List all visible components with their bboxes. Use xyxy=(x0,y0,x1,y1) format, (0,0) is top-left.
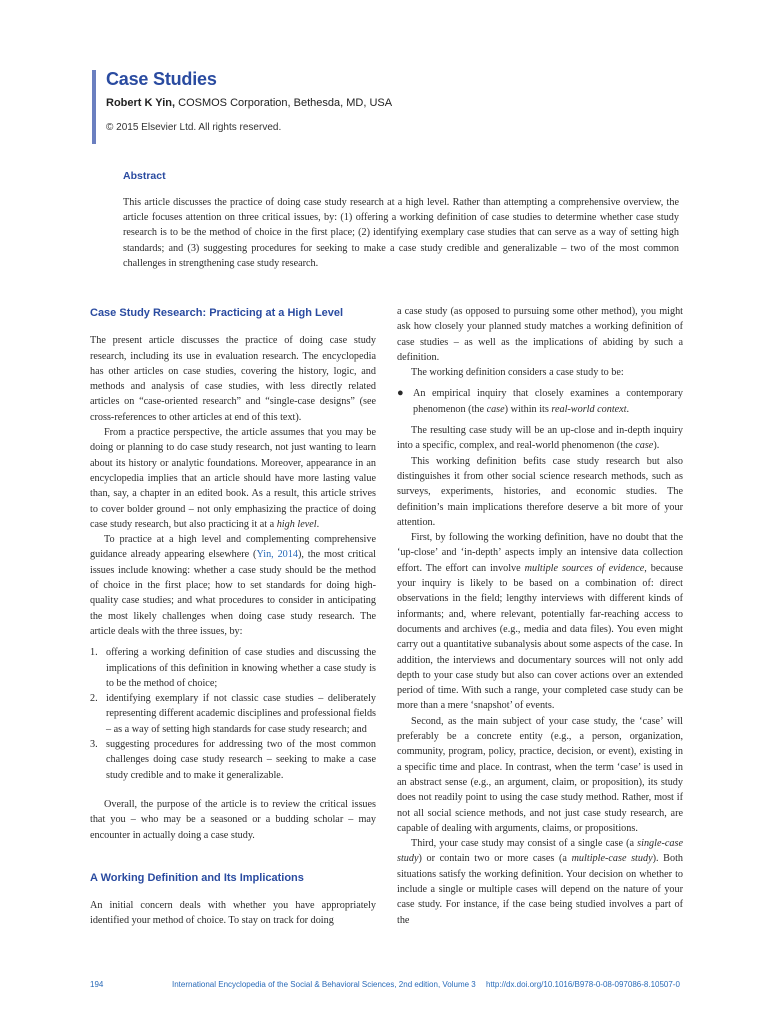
article-title: Case Studies xyxy=(106,69,217,89)
issues-list xyxy=(90,645,376,783)
paragraph: Third, your case study may consist of a single case (a single-case study) or contain two or more cases (a multiple-case study). Both situations satisfy the working definition. Your decision on whether to include a single or multiple cases will depend on the nature of your case study. For instance, if the case being studied involves a part of the xyxy=(397,838,683,926)
paragraph: From a practice perspective, the article assumes that you may be doing or planning to do case study research, not just wanting to learn about its history or analytic foundations. Moreover, appearance in an encyclopedia implies that an article should have more lasting value than, say, a chapter in an edited book. As a result, this article strives to cover bolder ground – not only emphasizing the practice of doing case study research, but also practicing it at a high level. xyxy=(90,427,376,530)
list-item: 1. offering a working definition of case studies and discussing the implications of this definition in knowing whether a case study is to be the method of choice; xyxy=(90,647,376,689)
list-item: 2. identifying exemplary if not classic case studies – deliberately representing different academic disciplines and professional fields – as a way of setting high standards for case study research; and xyxy=(90,693,376,735)
copyright-notice: © 2015 Elsevier Ltd. All rights reserved. xyxy=(106,122,282,133)
left-column xyxy=(90,304,376,929)
paragraph: This working definition befits case study research but also distinguishes it from other social science research methods, such as surveys, experiments, histories, and economic studies. The definition’s main implications therefore deserve a bit more of your attention. xyxy=(397,455,683,528)
list-item: ● An empirical inquiry that closely examines a contemporary phenomenon (the case) within its real-world context. xyxy=(397,387,683,415)
paragraph: The present article discusses the practice of doing case study research, including its use in evaluation research. The encyclopedia has other articles on case studies, covering the history, logic, and methods and analysis of case studies, with less directly related articles on “case-oriented research” and “single-case designs” (see cross-references to other articles at end of this text). xyxy=(90,335,376,423)
author-affiliation: COSMOS Corporation, Bethesda, MD, USA xyxy=(175,97,393,109)
paragraph: To practice at a high level and complementing comprehensive guidance already appearing elsewhere (Yin, 2014), the most critical issues include knowing: whether a case study should be the method of choice in the first place; how to set standards for doing high-quality case studies; and what procedures to consider in anticipating the most likely challenges when doing case study research. The article deals with the three issues, by: xyxy=(90,534,376,637)
title-accent-bar xyxy=(92,70,96,144)
citation-link-yin-2014[interactable]: Yin, 2014 xyxy=(256,549,298,561)
bullet-icon: ● xyxy=(397,387,404,400)
section-heading-working-definition: A Working Definition and Its Implications xyxy=(90,871,304,884)
paragraph: First, by following the working definition, have no doubt that the ‘up-close’ and ‘in-depth’ aspects imply an intensive data collection effort. The effort can involve multiple sources of evidence, because your inquiry is likely to be based on a combination of: direct observations in the field; lengthy interviews with different kinds of informants; and, where relevant, potentially far-reaching access to documents and archives (e.g., media and data files). You even might carry out a quantitative subanalysis about some aspects of the case. In addition, the interviews and documentary sources will not only add depth to your case study but also can cover actions over an extended period of time. With such a range, your completed case study can be more than a mere ‘snapshot’ of events. xyxy=(397,532,684,712)
list-item: 3. suggesting procedures for addressing two of the most common challenges doing case study research – seeking to make a case study credible and to make it generalizable. xyxy=(90,739,376,781)
author-name: Robert K Yin, xyxy=(106,97,176,109)
paragraph: The working definition considers a case study to be: xyxy=(411,367,624,379)
section-heading-practicing: Case Study Research: Practicing at a High Level xyxy=(90,307,344,319)
paragraph: a case study (as opposed to pursuing some other method), you might ask how closely your planned study matches a working definition of case studies – as well as the implications of abiding by such a definition. xyxy=(397,306,683,363)
paragraph: An initial concern deals with whether you have appropriately identified your method of choice. To stay on track for doing xyxy=(90,900,376,927)
author-line xyxy=(106,97,392,109)
page-number: 194 xyxy=(90,980,104,989)
paragraph: Second, as the main subject of your case study, the ‘case’ will preferably be a concrete entity (e.g., a person, organization, community, program, policy, practice, decision, or event), existing in a specific time and place. In contrast, when the term ‘case’ is used in an abstract sense (e.g., an argument, claim, or proposition), its study does not readily point to using the case study method. Rather, most if not all social science methods, and not just case study research, are capable of dealing with arguments, claims, or propositions. xyxy=(397,715,683,834)
source-citation: International Encyclopedia of the Social & Behavioral Sciences, 2nd edition, Volume 3 xyxy=(172,980,476,989)
paragraph: The resulting case study will be an up-close and in-depth inquiry into a specific, complex, and real-world phenomenon (the case). xyxy=(397,425,683,452)
doi-link[interactable]: http://dx.doi.org/10.1016/B978-0-08-097086-8.10507-0 xyxy=(486,980,680,989)
definition-bullet-list xyxy=(397,386,683,417)
abstract-text: This article discusses the practice of doing case study research at a high level. Rather than attempting a comprehensive overview, the article focuses attention on three critical issues, by: (1) offering a working definition of case studies to determine whether case study research is to be the method of choice in the first place; (2) identifying exemplary case studies that can serve as a way of setting high standards; and (3) suggesting procedures for seeking to make a case study credible and generalizable – two of the most common challenges in strengthening case study research. xyxy=(123,197,679,269)
right-column xyxy=(397,304,683,928)
paragraph: Overall, the purpose of the article is to review the critical issues that you – who may be a seasoned or a budding scholar – may encounter in actually doing a case study. xyxy=(90,798,376,841)
abstract-heading: Abstract xyxy=(123,170,166,182)
